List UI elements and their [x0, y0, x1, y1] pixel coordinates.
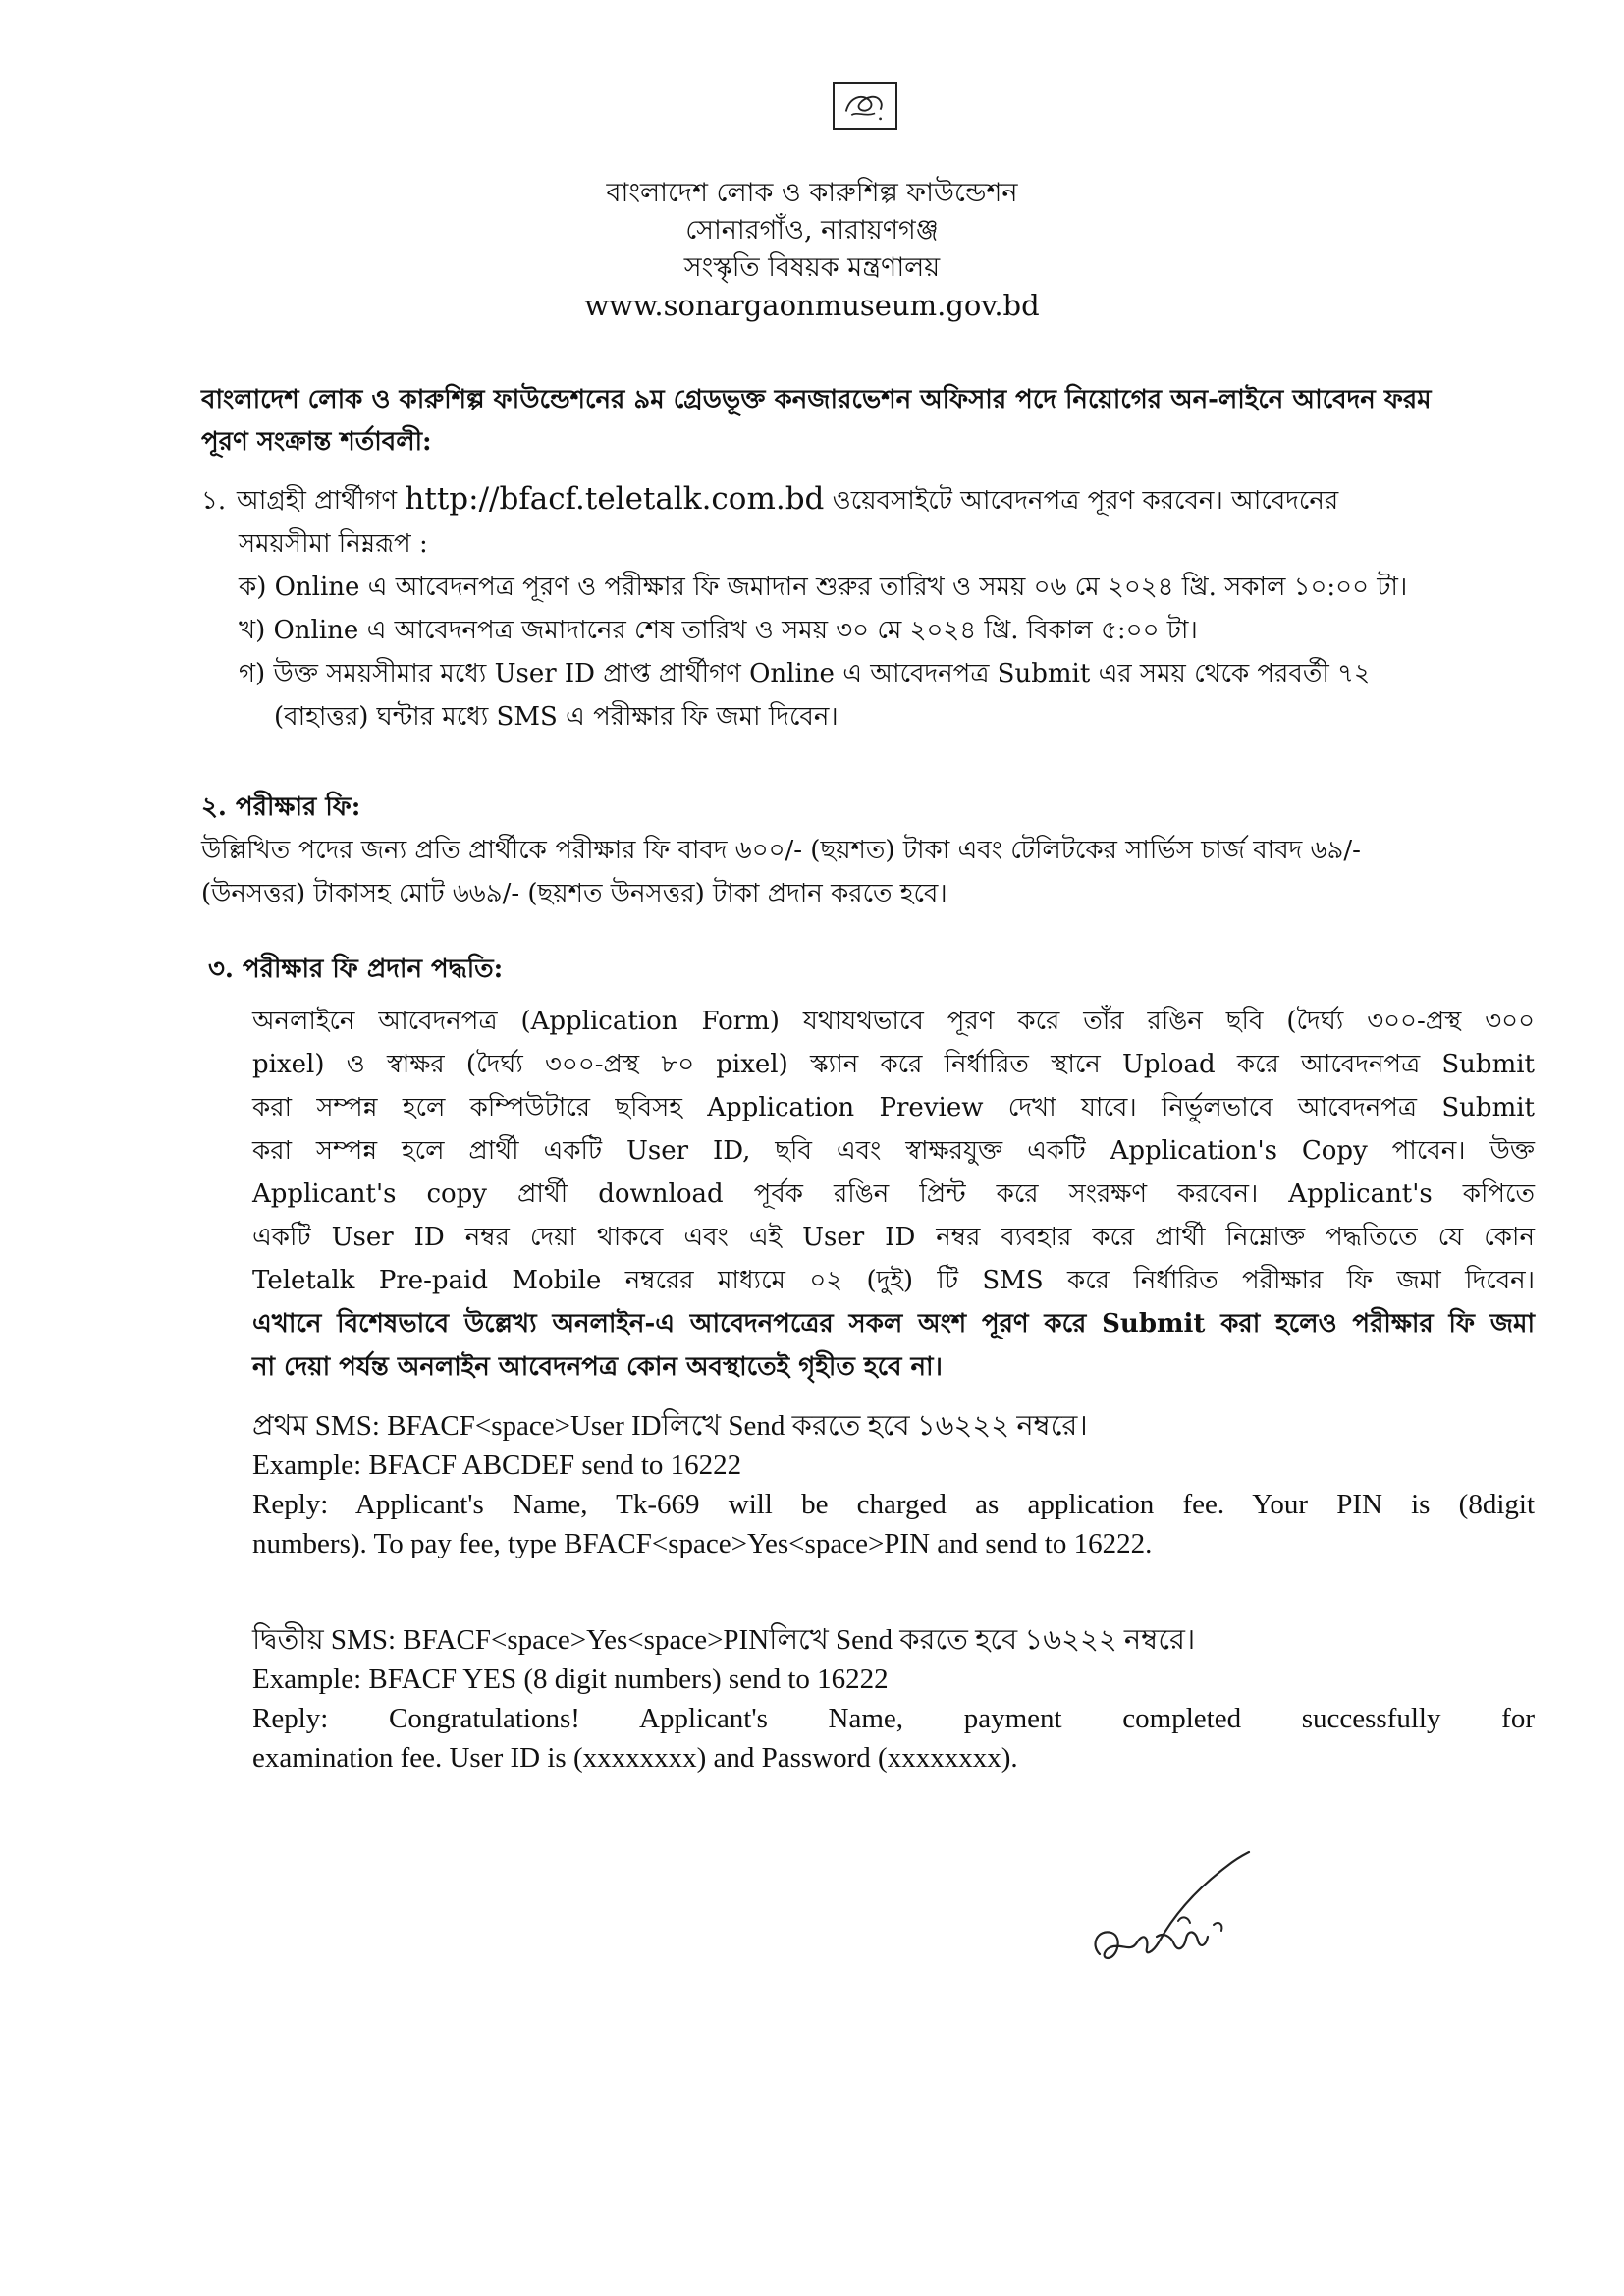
sms-1-reply-line-2: numbers). To pay fee, type BFACF<space>Yes<space>PIN and send to 16222.: [252, 1528, 1153, 1559]
deadline-item-ka: ক) Online এ আবেদনপত্র পূরণ ও পরীক্ষার ফি জমাদান শুরুর তারিখ ও সময় ০৬ মে ২০২৪ খ্রি. সকাল ১০:০০ টা।: [239, 573, 1408, 602]
section-1-text-c: সময়সীমা নিম্নরূপ :: [239, 529, 428, 559]
organization-location: সোনারগাঁও, নারায়ণগঞ্জ: [685, 215, 939, 246]
sms-2-example: Example: BFACF YES (8 digit numbers) send to 16222: [252, 1664, 889, 1695]
deadline-item-ga: গ) উক্ত সময়সীমার মধ্যে User ID প্রাপ্ত প্রার্থীগণ Online এ আবেদনপত্র Submit এর সময় থেকে পরবর্তী ৭২: [239, 659, 1371, 688]
sms-step-2: [252, 1620, 1535, 1777]
section-1: [201, 477, 1488, 738]
page-heading: [201, 379, 1478, 464]
section-3: [208, 948, 1494, 991]
section-2-title: ২. পরীক্ষার ফি:: [201, 793, 361, 822]
application-url[interactable]: http://bfacf.teletalk.com.bd: [405, 481, 825, 517]
section-1-line-1: [201, 477, 1488, 522]
section-3-title: ৩. পরীক্ষার ফি প্রদান পদ্ধতি:: [208, 955, 504, 984]
section-3-line-1: অনলাইনে আবেদনপত্র (Application Form) যথাযথভাবে পূরণ করে তাঁর রঙিন ছবি (দৈর্ঘ্য ৩০০-প্রস্থ ৩০০: [252, 1007, 1535, 1036]
section-3-notice-line-1: এখানে বিশেষভাবে উল্লেখ্য অনলাইন-এ আবেদনপত্রের সকল অংশ পূরণ করে Submit করা হলেও পরীক্ষার ফি জমা: [252, 1309, 1535, 1339]
deadline-item-ga-cont: (বাহাত্তর) ঘন্টার মধ্যে SMS এ পরীক্ষার ফি জমা দিবেন।: [274, 702, 839, 732]
heading-line-1: বাংলাদেশ লোক ও কারুশিল্প ফাউন্ডেশনের ৯ম গ্রেডভূক্ত কনজারভেশন অফিসার পদে নিয়োগের অন-লাইনে আবেদন ফরম: [201, 385, 1432, 414]
section-2-line-1: উল্লিখিত পদের জন্য প্রতি প্রার্থীকে পরীক্ষার ফি বাবদ ৬০০/- (ছয়শত) টাকা এবং টেলিটকের সার্ভিস চার্জ বাবদ ৬৯/-: [201, 836, 1361, 865]
sms-2-reply-line-1: Reply: Congratulations! Applicant's Name, payment completed successfully for: [252, 1703, 1535, 1734]
section-1-text-a: আগ্রহী প্রার্থীগণ: [237, 486, 398, 516]
section-3-line-6: একটি User ID নম্বর দেয়া থাকবে এবং এই User ID নম্বর ব্যবহার করে প্রার্থী নিম্নোক্ত পদ্ধতিতে যে কোন: [252, 1223, 1535, 1252]
section-3-notice-line-2: না দেয়া পর্যন্ত অনলাইন আবেদনপত্র কোন অবস্থাতেই গৃহীত হবে না।: [252, 1352, 943, 1382]
section-3-line-4: করা সম্পন্ন হলে প্রার্থী একটি User ID, ছবি এবং স্বাক্ষরযুক্ত একটি Application's Copy পাবেন। উক্ত: [252, 1136, 1535, 1166]
section-1-text-b: ওয়েবসাইটে আবেদনপত্র পূরণ করবেন। আবেদনের: [832, 486, 1339, 516]
sms-step-1: [252, 1406, 1535, 1563]
ministry-name: সংস্কৃতি বিষয়ক মন্ত্রণালয়: [683, 252, 941, 283]
section-2: [201, 786, 1488, 915]
section-3-line-2: pixel) ও স্বাক্ষর (দৈর্ঘ্য ৩০০-প্রস্থ ৮০ pixel) স্ক্যান করে নির্ধারিত স্থানে Upload করে আবেদনপত্র Submit: [252, 1050, 1535, 1079]
section-3-body: [252, 1000, 1535, 1389]
heading-line-2: পূরণ সংক্রান্ত শর্তাবলী:: [201, 427, 432, 457]
section-3-line-7: Teletalk Pre-paid Mobile নম্বরের মাধ্যমে ০২ (দুই) টি SMS করে নির্ধারিত পরীক্ষার ফি জমা দিবেন।: [252, 1266, 1535, 1295]
header: [0, 175, 1624, 324]
handwritten-signature: [1080, 1827, 1276, 1994]
sms-1-reply-line-1: Reply: Applicant's Name, Tk-669 will be charged as application fee. Your PIN is (8digit: [252, 1489, 1535, 1520]
section-2-line-2: (উনসত্তর) টাকাসহ মোট ৬৬৯/- (ছয়শত উনসত্তর) টাকা প্রদান করতে হবে।: [201, 879, 947, 908]
section-3-line-5: Applicant's copy প্রার্থী download পূর্বক রঙিন প্রিন্ট করে সংরক্ষণ করবেন। Applicant's কপিতে: [252, 1179, 1535, 1209]
sms-1-example: Example: BFACF ABCDEF send to 16222: [252, 1449, 742, 1481]
sms-2-instruction: দ্বিতীয় SMS: BFACF<space>Yes<space>PINলিখে Send করতে হবে ১৬২২২ নম্বরে।: [252, 1624, 1196, 1656]
sms-2-reply-line-2: examination fee. User ID is (xxxxxxxx) and Password (xxxxxxxx).: [252, 1742, 1018, 1774]
deadline-item-kha: খ) Online এ আবেদনপত্র জমাদানের শেষ তারিখ ও সময় ৩০ মে ২০২৪ খ্রি. বিকাল ৫:০০ টা।: [239, 616, 1198, 645]
section-1-number: ১.: [201, 486, 227, 516]
sms-1-instruction: প্রথম SMS: BFACF<space>User IDলিখে Send করতে হবে ১৬২২২ নম্বরে।: [252, 1410, 1088, 1442]
website-url[interactable]: www.sonargaonmuseum.gov.bd: [584, 289, 1040, 322]
section-3-line-3: করা সম্পন্ন হলে কম্পিউটারে ছবিসহ Application Preview দেখা যাবে। নির্ভুলভাবে আবেদনপত্র Submit: [252, 1093, 1535, 1122]
organization-name: বাংলাদেশ লোক ও কারুশিল্প ফাউন্ডেশন: [606, 178, 1018, 208]
foundation-logo-icon: [833, 82, 897, 130]
